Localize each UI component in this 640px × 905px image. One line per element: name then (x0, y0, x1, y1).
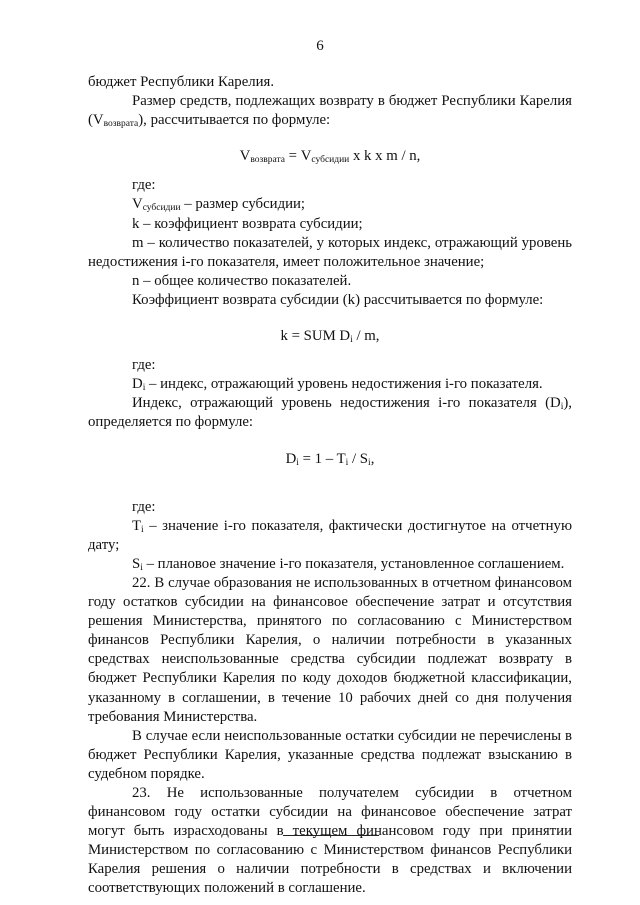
page-number: 6 (316, 38, 324, 54)
definition-m: m – количество показателей, у которых индекс, отражающий уровень недостижения i-го показателя, имеет положительное значение; (88, 234, 572, 270)
definition-n: n – общее количество показателей. (132, 272, 352, 289)
where-label: где: (132, 177, 156, 194)
definition-v-subsidy: $V_{субсидии}$ – размер субсидии; (132, 196, 306, 214)
definition-s: $S_i$ – плановое значение i-го показателя, установленное соглашением. (132, 555, 565, 573)
formula-return-amount: $V_{возврата} = V_{субсидии}$ x k x m / n, (239, 148, 421, 166)
paragraph-return-amount: Размер средств, подлежащих возврату в бюджет Республики Карелия $(V_{возврата})$, рассчитывается по формуле: (88, 93, 572, 130)
where-label: где: (132, 357, 156, 374)
definition-d: $D_i$ – индекс, отражающий уровень недостижения i-го показателя. (132, 376, 543, 394)
paragraph-intro-line: бюджет Республики Карелия. (88, 74, 275, 90)
paragraph-index-formula: Индекс, отражающий уровень недостижения i-го показателя $(D_i)$, определяется по формуле: (88, 395, 572, 431)
where-label: где: (132, 498, 156, 515)
paragraph-22: 22. В случае образования не использованных в отчетном финансовом году остатков субсидии на финансовое обеспечение затрат и отсутствия решения Министерства, принятого по согласованию с Министерством финансов Республики Карелия, о наличии потребности в указанных средствах неиспользованные средства субсидии подлежат возврату в бюджет Республики Карелия по коду доходов бюджетной классификации, указанному в соглашении, в течение 10 рабочих дней со дня получения требования Министерства. (88, 574, 572, 725)
end-divider (283, 835, 379, 836)
formula-d: $D_i = 1 - T_i / S_i$, (285, 450, 375, 468)
paragraph-23: 23. Не использованные получателем субсидии в отчетном финансовом году остатки субсидии на финансовое обеспечение затрат могут быть израсходованы в текущем финансовом году при принятии Министерством по согласованию с Министерством финансов Республики Карелия решения о наличии потребности в средствах и включении соответствующих положений в соглашение. (88, 785, 572, 897)
definition-t: $T_i$ – значение i-го показателя, фактически достигнутое на отчетную дату; (88, 517, 572, 553)
paragraph-22-continued: В случае если неиспользованные остатки субсидии не перечислены в бюджет Республики Карелия, указанные средства подлежат взысканию в судебном порядке. (88, 727, 572, 782)
paragraph-k-formula: Коэффициент возврата субсидии (k) рассчитывается по формуле: (132, 291, 544, 308)
formula-k: k = SUM $D_i$ / m, (280, 328, 380, 346)
definition-k: k – коэффициент возврата субсидии; (132, 215, 363, 232)
document-body (88, 73, 572, 899)
